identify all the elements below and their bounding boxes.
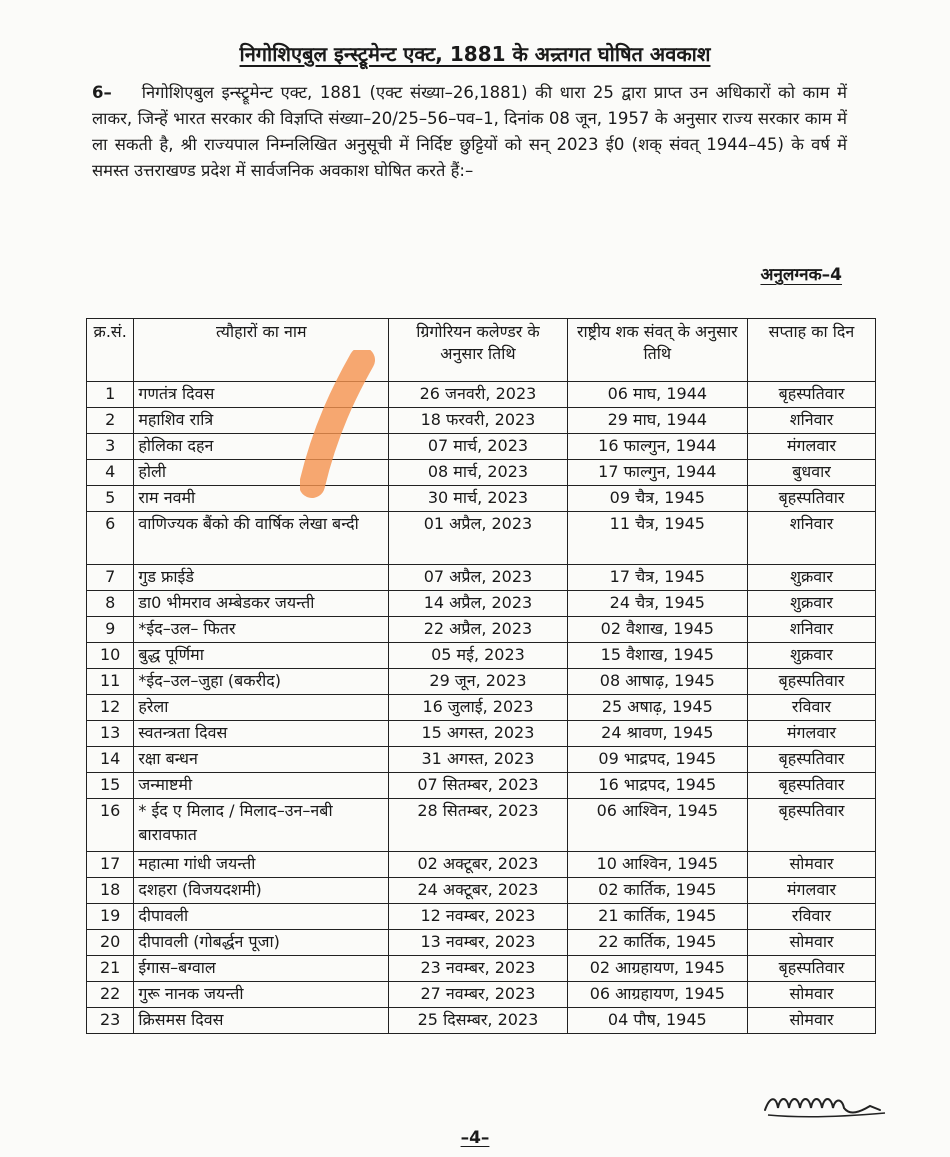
serial-no-cell: 11 — [87, 669, 134, 695]
gregorian-date-cell: 07 सितम्बर, 2023 — [389, 773, 567, 799]
weekday-cell: बृहस्पतिवार — [748, 486, 876, 512]
saka-date-cell: 16 भाद्रपद, 1945 — [567, 773, 747, 799]
saka-date-cell: 02 कार्तिक, 1945 — [567, 878, 747, 904]
saka-date-cell: 17 फाल्गुन, 1944 — [567, 460, 747, 486]
saka-date-cell: 08 आषाढ़, 1945 — [567, 669, 747, 695]
table-row — [87, 643, 876, 669]
serial-no-cell: 20 — [87, 930, 134, 956]
festival-name-cell: महात्मा गांधी जयन्ती — [134, 852, 389, 878]
gregorian-date-cell: 25 दिसम्बर, 2023 — [389, 1008, 567, 1034]
gregorian-date-cell: 12 नवम्बर, 2023 — [389, 904, 567, 930]
weekday-cell: शनिवार — [748, 408, 876, 434]
festival-name-cell: हरेला — [134, 695, 389, 721]
table-row — [87, 904, 876, 930]
serial-no-cell: 4 — [87, 460, 134, 486]
serial-no-cell: 3 — [87, 434, 134, 460]
gregorian-date-cell: 23 नवम्बर, 2023 — [389, 956, 567, 982]
header-festival-name: त्यौहारों का नाम — [134, 319, 389, 382]
gregorian-date-cell: 26 जनवरी, 2023 — [389, 382, 567, 408]
saka-date-cell: 10 आश्विन, 1945 — [567, 852, 747, 878]
signature-mark — [760, 1082, 890, 1122]
festival-name-cell: बुद्ध पूर्णिमा — [134, 643, 389, 669]
festival-name-cell: गुरू नानक जयन्ती — [134, 982, 389, 1008]
gregorian-date-cell: 24 अक्टूबर, 2023 — [389, 878, 567, 904]
table-row — [87, 930, 876, 956]
paragraph-number: 6– — [92, 83, 112, 102]
gregorian-date-cell: 07 मार्च, 2023 — [389, 434, 567, 460]
serial-no-cell: 2 — [87, 408, 134, 434]
festival-name-cell: *ईद–उल– फितर — [134, 617, 389, 643]
weekday-cell: बृहस्पतिवार — [748, 669, 876, 695]
gregorian-date-cell: 31 अगस्त, 2023 — [389, 747, 567, 773]
serial-no-cell: 1 — [87, 382, 134, 408]
table-row — [87, 852, 876, 878]
weekday-cell: सोमवार — [748, 982, 876, 1008]
weekday-cell: सोमवार — [748, 930, 876, 956]
table-row — [87, 591, 876, 617]
saka-date-cell: 24 श्रावण, 1945 — [567, 721, 747, 747]
signature-scribble — [765, 1099, 880, 1112]
festival-name-cell: राम नवमी — [134, 486, 389, 512]
weekday-cell: रविवार — [748, 695, 876, 721]
table-row — [87, 695, 876, 721]
festival-name-cell: स्वतन्त्रता दिवस — [134, 721, 389, 747]
gregorian-date-cell: 08 मार्च, 2023 — [389, 460, 567, 486]
table-row — [87, 486, 876, 512]
weekday-cell: शनिवार — [748, 512, 876, 565]
page-title — [0, 40, 950, 67]
festival-name-cell: होली — [134, 460, 389, 486]
gregorian-date-cell: 16 जुलाई, 2023 — [389, 695, 567, 721]
saka-date-cell: 11 चैत्र, 1945 — [567, 512, 747, 565]
saka-date-cell: 16 फाल्गुन, 1944 — [567, 434, 747, 460]
festival-name-cell: क्रिसमस दिवस — [134, 1008, 389, 1034]
table-row — [87, 721, 876, 747]
weekday-cell: बृहस्पतिवार — [748, 799, 876, 852]
table-row — [87, 799, 876, 852]
saka-date-cell: 25 अषाढ़, 1945 — [567, 695, 747, 721]
table-row — [87, 617, 876, 643]
serial-no-cell: 13 — [87, 721, 134, 747]
saka-date-cell: 17 चैत्र, 1945 — [567, 565, 747, 591]
festival-name-cell: जन्माष्टमी — [134, 773, 389, 799]
intro-paragraph — [92, 80, 847, 184]
festival-name-cell: दीपावली — [134, 904, 389, 930]
serial-no-cell: 5 — [87, 486, 134, 512]
saka-date-cell: 22 कार्तिक, 1945 — [567, 930, 747, 956]
weekday-cell: सोमवार — [748, 1008, 876, 1034]
festival-name-cell: ईगास–बग्वाल — [134, 956, 389, 982]
serial-no-cell: 7 — [87, 565, 134, 591]
saka-date-cell: 06 आग्रहायण, 1945 — [567, 982, 747, 1008]
weekday-cell: मंगलवार — [748, 434, 876, 460]
page-number — [0, 1128, 950, 1148]
table-row — [87, 956, 876, 982]
serial-no-cell: 16 — [87, 799, 134, 852]
weekday-cell: बृहस्पतिवार — [748, 773, 876, 799]
weekday-cell: शुक्रवार — [748, 591, 876, 617]
festival-name-cell: होलिका दहन — [134, 434, 389, 460]
weekday-cell: रविवार — [748, 904, 876, 930]
holiday-rows — [87, 382, 876, 1034]
table-header-row — [87, 319, 876, 382]
saka-date-cell: 02 आग्रहायण, 1945 — [567, 956, 747, 982]
gregorian-date-cell: 29 जून, 2023 — [389, 669, 567, 695]
saka-date-cell: 09 भाद्रपद, 1945 — [567, 747, 747, 773]
weekday-cell: सोमवार — [748, 852, 876, 878]
saka-date-cell: 15 वैशाख, 1945 — [567, 643, 747, 669]
festival-name-cell: *ईद–उल–जुहा (बकरीद) — [134, 669, 389, 695]
table-row — [87, 460, 876, 486]
serial-no-cell: 9 — [87, 617, 134, 643]
festival-name-cell: दशहरा (विजयदशमी) — [134, 878, 389, 904]
table-row — [87, 565, 876, 591]
saka-date-cell: 02 वैशाख, 1945 — [567, 617, 747, 643]
serial-no-cell: 10 — [87, 643, 134, 669]
serial-no-cell: 17 — [87, 852, 134, 878]
paragraph-text: निगोशिएबुल इन्स्ट्रूमेन्ट एक्ट, 1881 (एक्ट संख्या–26,1881) की धारा 25 द्वारा प्राप्त उन अधिकारों को काम में लाकर, जिन्हें भारत सरकार की विज्ञप्ति संख्या–20/25–56–पव–1, दिनांक 08 जून, 1957 के अनुसार राज्य सरकार काम में ला सकती है, श्री राज्यपाल निम्नलिखित अनुसूची में निर्दिष्ट छुट्टियों को सन् 2023 ई0 (शक् संवत् 1944–45) के वर्ष में समस्त उत्तराखण्ड प्रदेश में सार्वजनिक अवकाश घोषित करते हैं:– — [92, 83, 847, 180]
gregorian-date-cell: 15 अगस्त, 2023 — [389, 721, 567, 747]
table-row — [87, 512, 876, 565]
saka-date-cell: 06 आश्विन, 1945 — [567, 799, 747, 852]
gregorian-date-cell: 27 नवम्बर, 2023 — [389, 982, 567, 1008]
gregorian-date-cell: 05 मई, 2023 — [389, 643, 567, 669]
gregorian-date-cell: 14 अप्रैल, 2023 — [389, 591, 567, 617]
weekday-cell: बृहस्पतिवार — [748, 382, 876, 408]
weekday-cell: बुधवार — [748, 460, 876, 486]
table-row — [87, 982, 876, 1008]
page-number-text: –4– — [460, 1128, 490, 1148]
gregorian-date-cell: 28 सितम्बर, 2023 — [389, 799, 567, 852]
gregorian-date-cell: 01 अप्रैल, 2023 — [389, 512, 567, 565]
table-row — [87, 434, 876, 460]
signature-underline — [768, 1113, 885, 1117]
table-row — [87, 1008, 876, 1034]
saka-date-cell: 24 चैत्र, 1945 — [567, 591, 747, 617]
serial-no-cell: 12 — [87, 695, 134, 721]
saka-date-cell: 06 माघ, 1944 — [567, 382, 747, 408]
serial-no-cell: 8 — [87, 591, 134, 617]
gregorian-date-cell: 22 अप्रैल, 2023 — [389, 617, 567, 643]
gregorian-date-cell: 30 मार्च, 2023 — [389, 486, 567, 512]
gregorian-date-cell: 13 नवम्बर, 2023 — [389, 930, 567, 956]
weekday-cell: मंगलवार — [748, 721, 876, 747]
weekday-cell: शनिवार — [748, 617, 876, 643]
serial-no-cell: 22 — [87, 982, 134, 1008]
serial-no-cell: 21 — [87, 956, 134, 982]
festival-name-cell: डा0 भीमराव अम्बेडकर जयन्ती — [134, 591, 389, 617]
serial-no-cell: 18 — [87, 878, 134, 904]
gregorian-date-cell: 02 अक्टूबर, 2023 — [389, 852, 567, 878]
gregorian-date-cell: 18 फरवरी, 2023 — [389, 408, 567, 434]
table-row — [87, 382, 876, 408]
weekday-cell: बृहस्पतिवार — [748, 747, 876, 773]
serial-no-cell: 23 — [87, 1008, 134, 1034]
saka-date-cell: 21 कार्तिक, 1945 — [567, 904, 747, 930]
header-saka-date: राष्ट्रीय शक संवत् के अनुसार तिथि — [567, 319, 747, 382]
weekday-cell: मंगलवार — [748, 878, 876, 904]
festival-name-cell: महाशिव रात्रि — [134, 408, 389, 434]
weekday-cell: शुक्रवार — [748, 643, 876, 669]
weekday-cell: बृहस्पतिवार — [748, 956, 876, 982]
serial-no-cell: 6 — [87, 512, 134, 565]
saka-date-cell: 29 माघ, 1944 — [567, 408, 747, 434]
header-weekday: सप्ताह का दिन — [748, 319, 876, 382]
table-row — [87, 408, 876, 434]
table-row — [87, 878, 876, 904]
serial-no-cell: 19 — [87, 904, 134, 930]
serial-no-cell: 14 — [87, 747, 134, 773]
table-row — [87, 747, 876, 773]
gregorian-date-cell: 07 अप्रैल, 2023 — [389, 565, 567, 591]
header-serial-no: क्र.सं. — [87, 319, 134, 382]
festival-name-cell: दीपावली (गोबर्द्धन पूजा) — [134, 930, 389, 956]
festival-name-cell: * ईद ए मिलाद / मिलाद–उन–नबी बारावफात — [134, 799, 389, 852]
weekday-cell: शुक्रवार — [748, 565, 876, 591]
table-row — [87, 773, 876, 799]
festival-name-cell: वाणिज्यक बैंको की वार्षिक लेखा बन्दी — [134, 512, 389, 565]
table-row — [87, 669, 876, 695]
page-title-text: निगोशिएबुल इन्स्ट्रूमेन्ट एक्ट, 1881 के अन्र्तगत घोषित अवकाश — [239, 42, 711, 66]
festival-name-cell: रक्षा बन्धन — [134, 747, 389, 773]
saka-date-cell: 04 पौष, 1945 — [567, 1008, 747, 1034]
header-gregorian-date: ग्रिगोरियन कलेण्डर के अनुसार तिथि — [389, 319, 567, 382]
saka-date-cell: 09 चैत्र, 1945 — [567, 486, 747, 512]
serial-no-cell: 15 — [87, 773, 134, 799]
festival-name-cell: गुड फ्राईडे — [134, 565, 389, 591]
festival-name-cell: गणतंत्र दिवस — [134, 382, 389, 408]
annex-label: अनुलग्नक–4 — [760, 265, 842, 285]
holiday-table — [86, 318, 876, 1034]
